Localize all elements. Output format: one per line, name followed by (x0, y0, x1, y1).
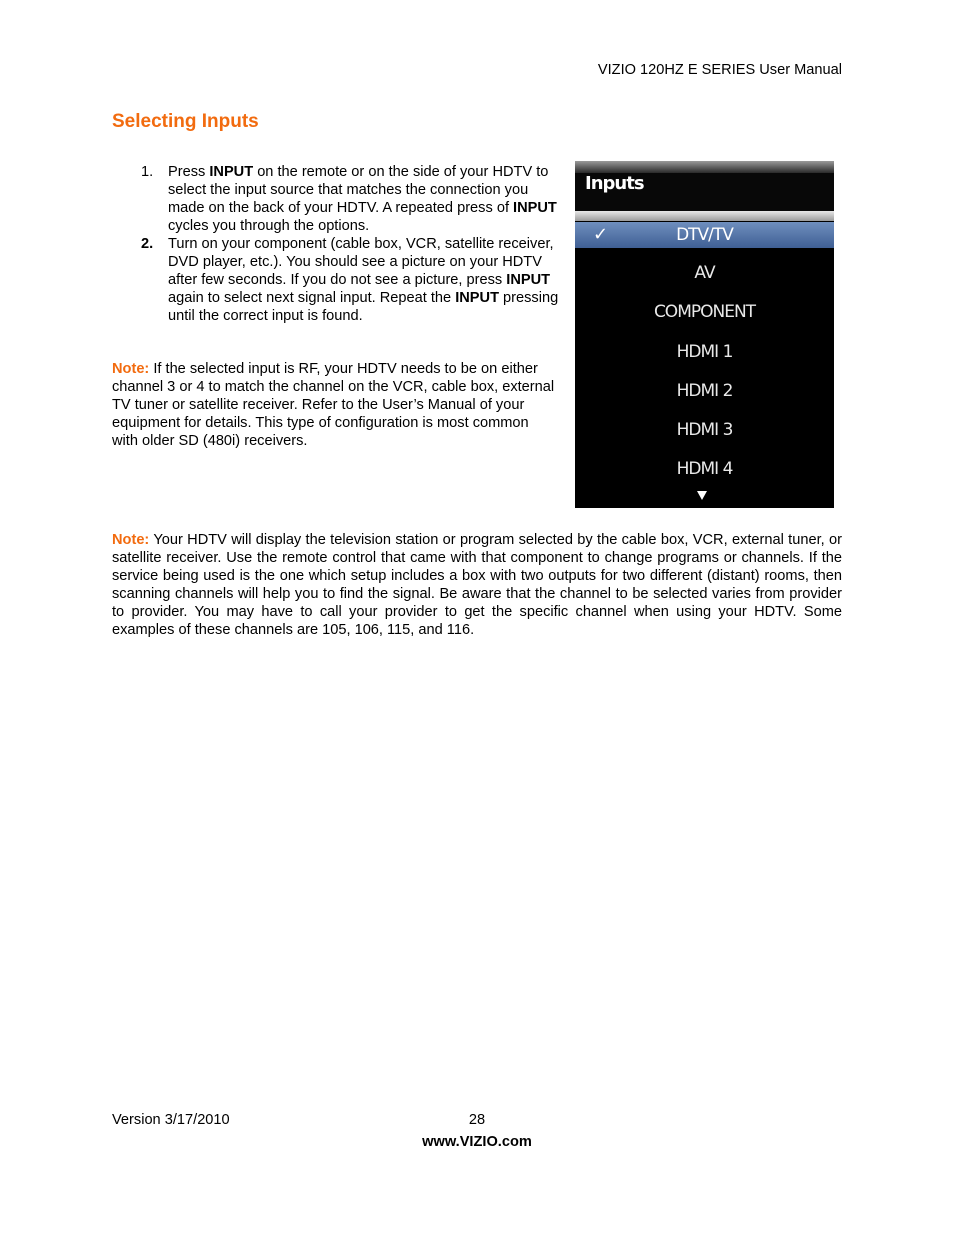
input-keyword: INPUT (455, 290, 499, 306)
tv-inputs-menu-screenshot (575, 161, 834, 508)
input-keyword: INPUT (506, 272, 551, 288)
note-label: Note: (112, 361, 150, 377)
menu-item-label: DTV/TV (676, 225, 733, 245)
note-text: If the selected input is RF, your HDTV needs to be on either channel 3 or 4 to match the channel on the VCR, cable box, external TV tuner or satellite receiver. Refer to the User’s Manual of your equipment for details. This type of configuration is most common with older SD (480i) receivers. (112, 361, 555, 449)
step-text: Press (168, 164, 210, 180)
footer-url[interactable]: www.VIZIO.com (422, 1134, 532, 1150)
menu-item-hdmi-1[interactable] (575, 339, 834, 365)
input-keyword: INPUT (209, 164, 254, 180)
step-1 (112, 163, 562, 235)
menu-item-label: HDMI 2 (676, 381, 733, 401)
menu-item-label: HDMI 4 (676, 459, 733, 479)
step-number: 2. (141, 236, 154, 252)
step-number: 1. (141, 164, 154, 180)
menu-item-hdmi-3[interactable] (575, 417, 834, 443)
menu-item-av[interactable] (575, 260, 834, 286)
menu-title: Inputs (585, 173, 644, 194)
step-text: pressing until the correct input is found. (168, 290, 559, 324)
section-title: Selecting Inputs (112, 111, 259, 132)
step-2 (112, 235, 562, 325)
menu-item-hdmi-4[interactable] (575, 456, 834, 482)
note-text: Your HDTV will display the television station or program selected by the cable box, VCR, external tuner, or satellite receiver. Use the remote control that came with that component to change programs or channels. If the service being used is the one which setup includes a box with two outputs for two different (distant) rooms, then scanning channels will help you to find the signal. Be aware that the channel to be selected varies from provider to provider. You may have to call your provider to get the specific channel when using your HDTV. Some examples of these channels are 105, 106, 115, and 116. (112, 532, 842, 638)
note-provider (112, 531, 842, 639)
page-number: 28 (468, 1112, 486, 1128)
menu-item-label: HDMI 1 (676, 342, 733, 362)
note-label: Note: (112, 532, 150, 548)
menu-item-dtv-tv[interactable] (575, 222, 834, 248)
menu-item-label: COMPONENT (653, 302, 756, 322)
step-text: on the remote or on the side of your HDTV to select the input source that matches the connection you made on the back of your HDTV. A repeated press of (168, 164, 549, 216)
footer-version: Version 3/17/2010 (112, 1112, 230, 1128)
step-text: again to select next signal input. Repeat the (168, 290, 456, 306)
header-title: VIZIO 120HZ E SERIES User Manual (597, 62, 842, 78)
step-text: Turn on your component (cable box, VCR, satellite receiver, DVD player, etc.). You should see a picture on your HDTV after few seconds. If you do not see a picture, press (168, 236, 554, 288)
scroll-down-arrow-icon[interactable] (697, 491, 707, 500)
steps-list (112, 163, 562, 325)
menu-item-label: AV (694, 263, 715, 283)
step-text: cycles you through the options. (168, 218, 370, 234)
menu-item-hdmi-2[interactable] (575, 378, 834, 404)
checkmark-icon: ✓ (593, 224, 608, 245)
menu-item-component[interactable] (575, 299, 834, 325)
menu-top-strip (575, 161, 834, 173)
note-rf (112, 360, 557, 450)
menu-item-label: HDMI 3 (676, 420, 733, 440)
menu-separator (575, 211, 834, 221)
input-keyword: INPUT (513, 200, 557, 216)
